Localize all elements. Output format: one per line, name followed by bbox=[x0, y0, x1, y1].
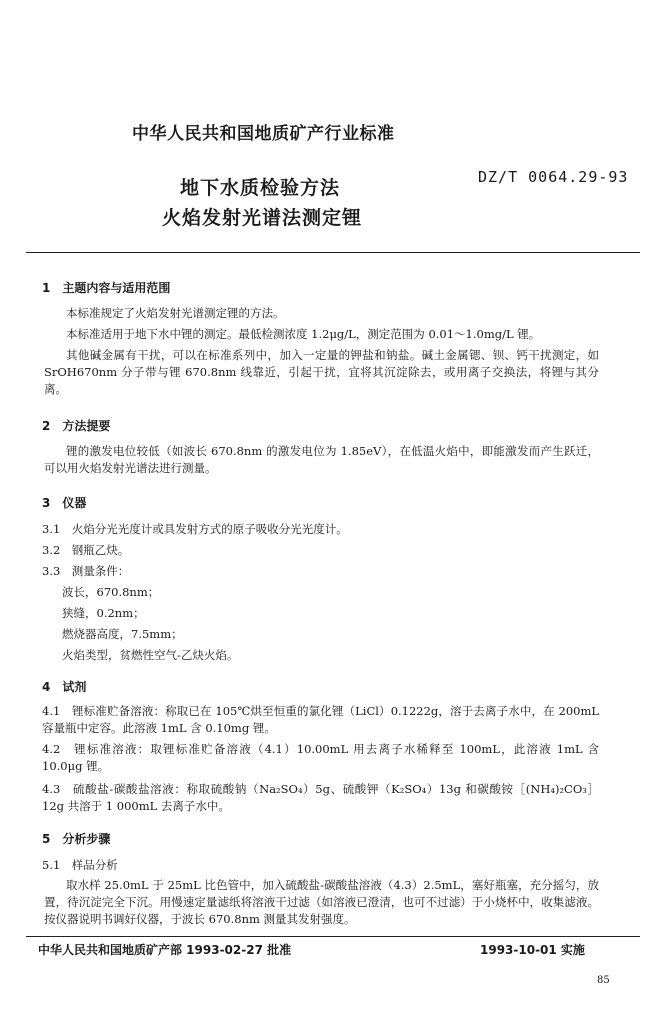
effective-date: 1993-10-01 实施 bbox=[480, 943, 585, 957]
approval-statement: 中华人民共和国地质矿产部 1993-02-27 批准 bbox=[38, 943, 292, 957]
section-3-item-2: 3.2 钢瓶乙炔。 bbox=[42, 543, 130, 557]
section-1-paragraph-1: 本标准规定了火焰发射光谱测定锂的方法。 bbox=[66, 306, 285, 320]
section-3-item-1: 3.1 火焰分光光度计或具发射方式的原子吸收分光光度计。 bbox=[42, 522, 348, 536]
section-2-paragraph-1: 锂的激发电位较低（如波长 670.8nm 的激发电位为 1.85eV），在低温火焰中，即能激发而产生跃迁，可以用火焰发射光谱法进行测量。 bbox=[44, 444, 599, 475]
section-2-heading: 2 方法提要 bbox=[42, 419, 111, 433]
document-title-line2: 火焰发射光谱法测定锂 bbox=[162, 207, 363, 229]
page-number: 85 bbox=[597, 975, 610, 986]
section-4-item-3: 4.3 硫酸盐-碳酸盐溶液：称取硫酸钠（Na₂SO₄）5g、硫酸钾（K₂SO₄）13g 和碳酸铵［(NH₄)₂CO₃］12g 共溶于 1 000mL 去离子水中。 bbox=[42, 782, 599, 813]
section-1-paragraph-3: 其他碱金属有干扰，可以在标准系列中，加入一定量的钾盐和钠盐。碱土金属锶、钡、钙干扰测定，如 SrOH670nm 分子带与锂 670.8nm 线靠近，引起干扰，宜将其沉淀除去，或用离子交换法，将锂与其分离。 bbox=[44, 348, 599, 396]
condition-wavelength: 波长，670.8nm； bbox=[62, 585, 160, 599]
section-1-heading: 1 主题内容与适用范围 bbox=[42, 281, 171, 295]
section-4-item-1: 4.1 锂标准贮备溶液：称取已在 105℃烘至恒重的氯化锂（LiCl）0.1222g，溶于去离子水中，在 200mL 容量瓶中定容。此溶液 1mL 含 0.10mg 锂。 bbox=[42, 704, 599, 735]
section-5-subheading: 5.1 样品分析 bbox=[42, 858, 118, 872]
header-divider bbox=[26, 252, 640, 253]
section-3-item-3: 3.3 测量条件： bbox=[42, 564, 130, 578]
section-4-item-2: 4.2 锂标准溶液：取锂标准贮备溶液（4.1）10.00mL 用去离子水稀释至 100mL，此溶液 1mL 含 10.0μg 锂。 bbox=[42, 742, 599, 773]
section-1-paragraph-2: 本标准适用于地下水中锂的测定。最低检测浓度 1.2μg/L，测定范围为 0.01～1.0mg/L 锂。 bbox=[66, 327, 541, 341]
section-3-heading: 3 仪器 bbox=[42, 496, 87, 510]
section-4-heading: 4 试剂 bbox=[42, 680, 87, 694]
condition-slit: 狭缝，0.2nm； bbox=[62, 606, 145, 620]
condition-burner-height: 燃烧器高度，7.5mm； bbox=[62, 627, 183, 641]
document-title-line1: 地下水质检验方法 bbox=[180, 177, 341, 199]
footer-divider bbox=[26, 936, 640, 937]
standard-org-title: 中华人民共和国地质矿产行业标准 bbox=[132, 124, 395, 144]
standard-number: DZ/T 0064.29-93 bbox=[478, 168, 629, 186]
condition-flame-type: 火焰类型，贫燃性空气-乙炔火焰。 bbox=[62, 648, 239, 662]
section-5-heading: 5 分析步骤 bbox=[42, 832, 111, 846]
section-5-paragraph-1: 取水样 25.0mL 于 25mL 比色管中，加入硫酸盐-碳酸盐溶液（4.3）2.5mL，塞好瓶塞，充分摇匀，放置，待沉淀完全下沉。用慢速定量滤纸将溶液干过滤（如溶液已澄清，也可不过滤）于小烧杯中，收集滤液。按仪器说明书调好仪器，于波长 670.8nm 测量其发射强度。 bbox=[44, 878, 599, 926]
